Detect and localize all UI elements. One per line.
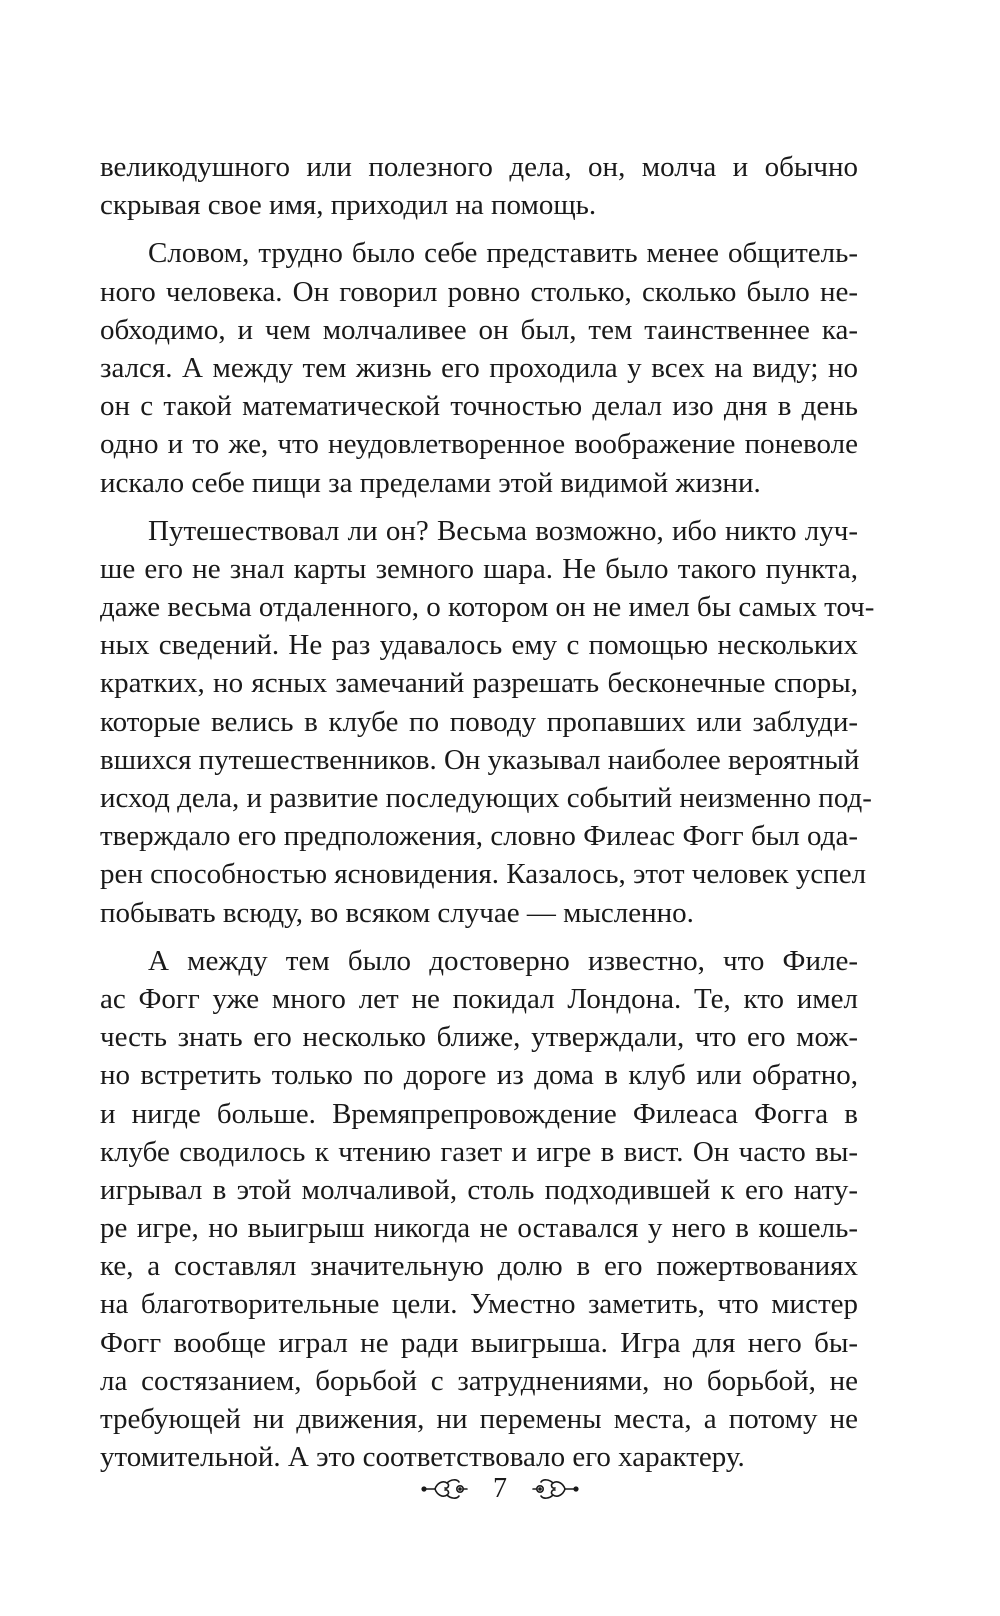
- flourish-ornament-icon: [421, 1474, 469, 1504]
- text-line: утомительной. А это соответствовало его характеру.: [100, 1441, 745, 1474]
- paragraph-3: [100, 512, 875, 932]
- text-line: исход дела, и развитие последующих событий неизменно под-: [100, 782, 872, 814]
- body-text: [100, 148, 875, 1476]
- paragraph-1: [100, 148, 858, 224]
- text-line: и нигде больше. Времяпрепровождение Филеаса Фогга в: [100, 1097, 858, 1130]
- text-line: зался. А между тем жизнь его проходила у всех на виду; но: [100, 351, 858, 384]
- text-line: вшихся путешественников. Он указывал наиболее вероятный: [100, 743, 860, 776]
- text-line: ке, а составлял значительную долю в его пожертвованиях: [100, 1250, 858, 1283]
- paragraph-2: [100, 234, 858, 501]
- text-line: которые велись в клубе по поводу пропавших или заблуди-: [100, 705, 858, 738]
- text-line: ного человека. Он говорил ровно столько, сколько было не-: [100, 275, 858, 308]
- text-line: Путешествовал ли он? Весьма возможно, ибо никто луч-: [148, 514, 858, 547]
- text-line: честь знать его несколько ближе, утверждали, что его мож-: [100, 1021, 858, 1054]
- text-line: обходимо, и чем молчаливее он был, тем таинственнее ка-: [100, 313, 858, 346]
- text-line: искало себе пищи за пределами этой видимой жизни.: [100, 466, 761, 499]
- text-line: Словом, трудно было себе представить менее общитель-: [148, 237, 858, 270]
- paragraph-4: [100, 942, 858, 1477]
- text-line: А между тем было достоверно известно, что Филе-: [148, 944, 858, 977]
- text-line: одно и то же, что неудовлетворенное воображение поневоле: [100, 428, 858, 461]
- text-line: ных сведений. Не раз удавалось ему с помощью нескольких: [100, 629, 858, 662]
- text-line: ас Фогг уже много лет не покидал Лондона. Те, кто имел: [100, 982, 858, 1015]
- text-line: великодушного или полезного дела, он, молча и обычно: [100, 151, 858, 183]
- text-line: игрывал в этой молчаливой, столь подходившей к его нату-: [100, 1173, 858, 1206]
- text-line: требующей ни движения, ни перемены места, а потому не: [100, 1403, 858, 1435]
- text-line: кратких, но ясных замечаний разрешать бесконечные споры,: [100, 667, 858, 700]
- text-line: тверждало его предположения, словно Филеас Фогг был ода-: [100, 820, 858, 853]
- text-line: он с такой математической точностью делал изо дня в день: [100, 390, 858, 423]
- text-line: скрывая свое имя, приходил на помощь.: [100, 189, 597, 222]
- text-line: побывать всюду, во всяком случае — мысленно.: [100, 896, 694, 929]
- text-line: клубе сводилось к чтению газет и игре в вист. Он часто вы-: [100, 1135, 858, 1168]
- text-line: даже весьма отдаленного, о котором он не имел бы самых точ-: [100, 591, 875, 624]
- text-line: ла состязанием, борьбой с затруднениями, но борьбой, не: [100, 1364, 858, 1397]
- text-line: Фогг вообще играл не ради выигрыша. Игра для него бы-: [100, 1326, 858, 1359]
- text-line: но встретить только по дороге из дома в клуб или обратно,: [100, 1059, 858, 1092]
- text-line: на благотворительные цели. Уместно заметить, что мистер: [100, 1288, 858, 1321]
- text-line: ре игре, но выигрыш никогда не оставался у него в кошель-: [100, 1212, 858, 1245]
- page-number: 7: [493, 1473, 507, 1504]
- text-line: ше его не знал карты земного шара. Не было такого пункта,: [100, 552, 858, 585]
- flourish-ornament-icon: [531, 1474, 579, 1504]
- page-footer: [0, 1464, 1000, 1514]
- text-line: рен способностью ясновидения. Казалось, этот человек успел: [100, 858, 867, 891]
